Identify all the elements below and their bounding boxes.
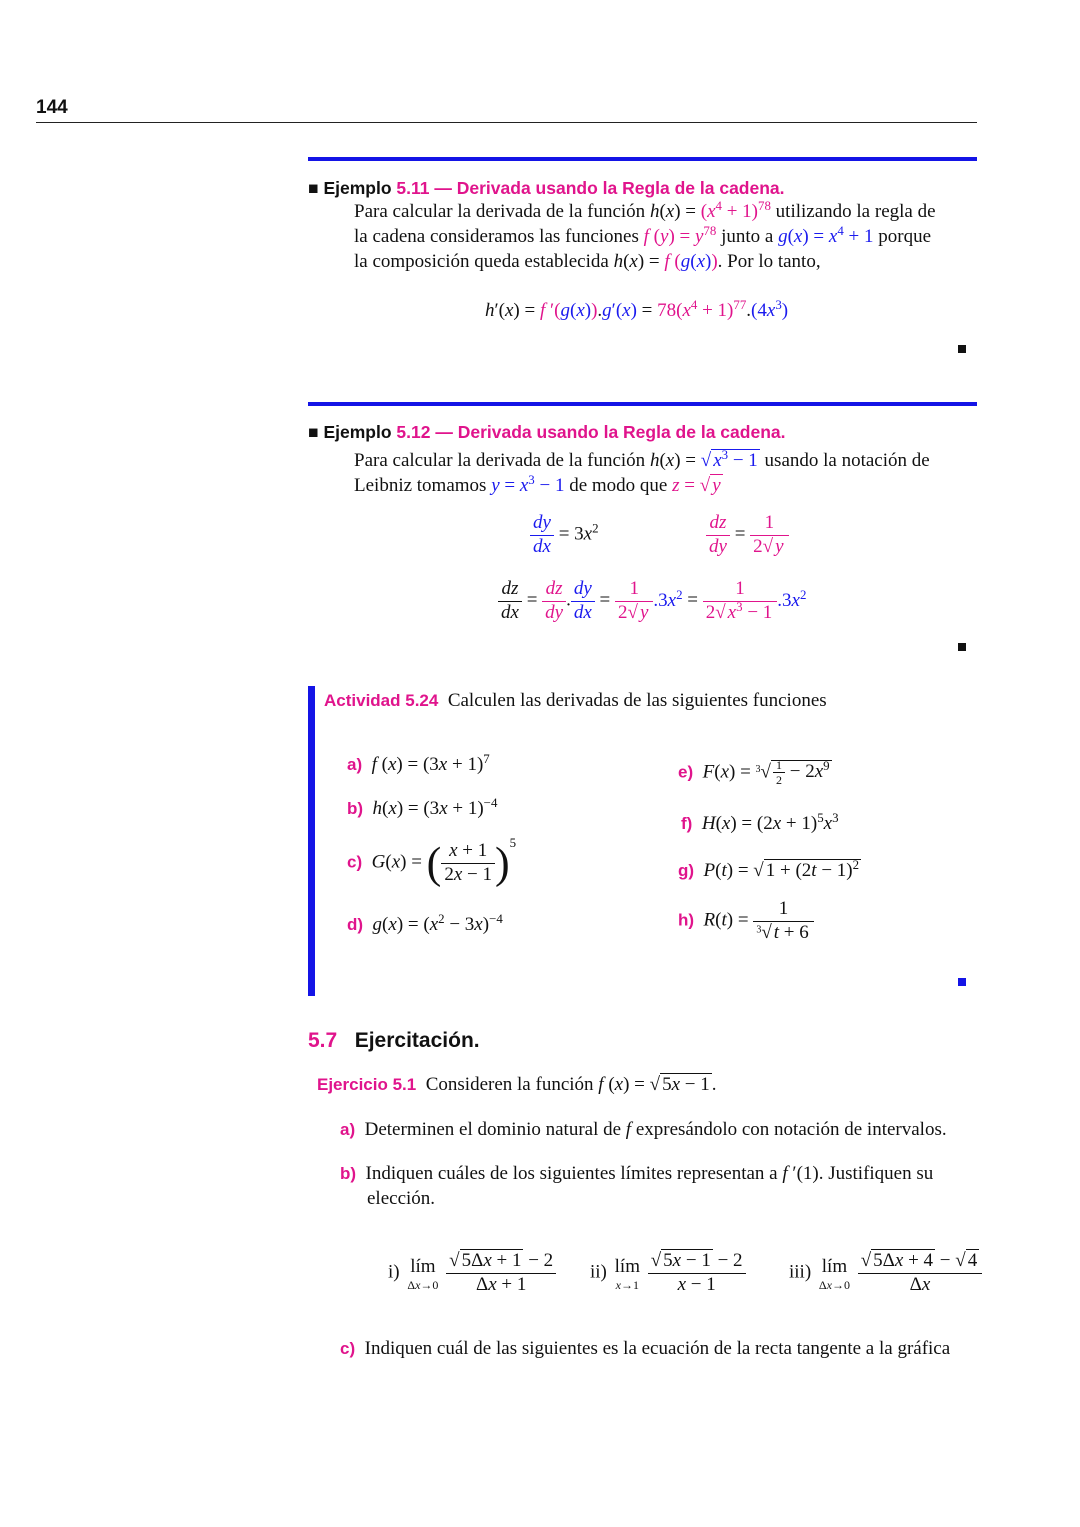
activity-item-g: g) P(t) = √ $1 + (2t - 1)^2$ (678, 856, 860, 881)
bullet-icon: ■ (308, 422, 319, 442)
dy-dx-formula: $\frac{dy}{dx}$ = $3x^2$ (530, 512, 599, 559)
example-5-11-formula: h′(x) = f $'(g(x)).g'(x) = 78(x^4 + 1)^{77}.(4x^3)$ (485, 296, 789, 321)
exercise-item-c: c) Indiquen cuál de las siguientes es la ecuación de la recta tangente a la gráfica (340, 1338, 951, 1359)
limit-i: i) lím Δx→0 $\frac{√ 5\Delta x + 1 - 2}{\Delta x + 1}$ (388, 1250, 556, 1297)
exercise-item-b-cont: elección. (367, 1188, 436, 1209)
page-number: 144 (36, 97, 68, 118)
activity-item-h: h) R(t) = $\frac{1}{^3√ t + 6}$ (678, 898, 814, 945)
activity-item-c: c) G(x) = ( $\frac{x + 1}{2x - 1}$ )$^5$ (347, 834, 517, 888)
activity-item-f: f) $H(x) = (2x + 1)^5x^3$ (681, 809, 839, 834)
exercise-item-a: a) Determinen el dominio natural de f expresándolo con notación de intervalos. (340, 1119, 947, 1140)
limit-iii: iii) lím Δx→0 $\frac{√ 5\Delta x + 4 - √ 4}{\Delta x}$ (789, 1250, 982, 1297)
bullet-icon: ■ (308, 178, 319, 198)
activity-heading: Actividad 5.24 Calculen las derivadas de las siguientes funciones (324, 690, 827, 711)
chain-rule-formula: $\frac{dz}{dx}$ = $\frac{dz}{dy}$ . $\frac{dy}{dx}$ = $\frac{1}{2√ y}$ $.3x^2$ = $\frac{1}{2√ x^3 - 1}$ $.3x^2$ (498, 578, 806, 625)
example-5-12-line-1: Para calcular la derivada de la función h(x) = √ $x^3 - 1$ usando la notación de (354, 446, 930, 471)
example-5-11-line-1: Para calcular la derivada de la función $h(x) = (x^4 + 1)^{78}$ utilizando la regla de (354, 197, 936, 222)
header-rule (36, 122, 977, 123)
limit-ii: ii) lím x→1 $\frac{√ 5x - 1 - 2}{x - 1}$ (590, 1250, 746, 1297)
qed-icon (958, 345, 966, 353)
example-5-12-rule (308, 402, 977, 406)
example-5-11-line-3: la composición queda establecida h(x) = f (g(x)). Por lo tanto, (354, 251, 821, 272)
activity-item-b: b) $h(x) = (3x + 1)^{-4}$ (347, 794, 498, 819)
activity-item-d: d) $g(x) = (x^2 - 3x)^{-4}$ (347, 910, 503, 935)
exercise-item-b: b) Indiquen cuáles de los siguientes límites representan a f ′(1). Justifiquen su (340, 1163, 934, 1184)
qed-icon (958, 643, 966, 651)
example-5-12-title: ■ Ejemplo 5.12 — Derivada usando la Regla de la cadena. (308, 422, 786, 442)
activity-item-e: e) F(x) = $^3$√ $\frac{1}{2}$ − $2x^9$ (678, 758, 830, 788)
activity-end-icon (958, 978, 966, 986)
example-5-11-line-2: la cadena consideramos las funciones f $(y) = y^{78}$ junto a $g(x) = x^4 + 1$ porque (354, 222, 932, 247)
example-5-11-rule (308, 157, 977, 161)
activity-item-a: a) f $(x) = (3x + 1)^7$ (347, 750, 490, 775)
section-heading: 5.7 Ejercitación. (308, 1029, 480, 1052)
activity-sidebar (308, 686, 315, 996)
example-5-12-line-2: Leibniz tomamos $y = x^3 - 1$ de modo que z = √ y (354, 471, 721, 496)
exercise-heading: Ejercicio 5.1 Consideren la función f (x) = √ 5x − 1 . (317, 1074, 717, 1095)
example-5-11-title: ■ Ejemplo 5.11 — Derivada usando la Regla de la cadena. (308, 178, 785, 198)
dz-dy-formula: $\frac{dz}{dy}$ = $\frac{1}{2√ y}$ (706, 512, 789, 559)
